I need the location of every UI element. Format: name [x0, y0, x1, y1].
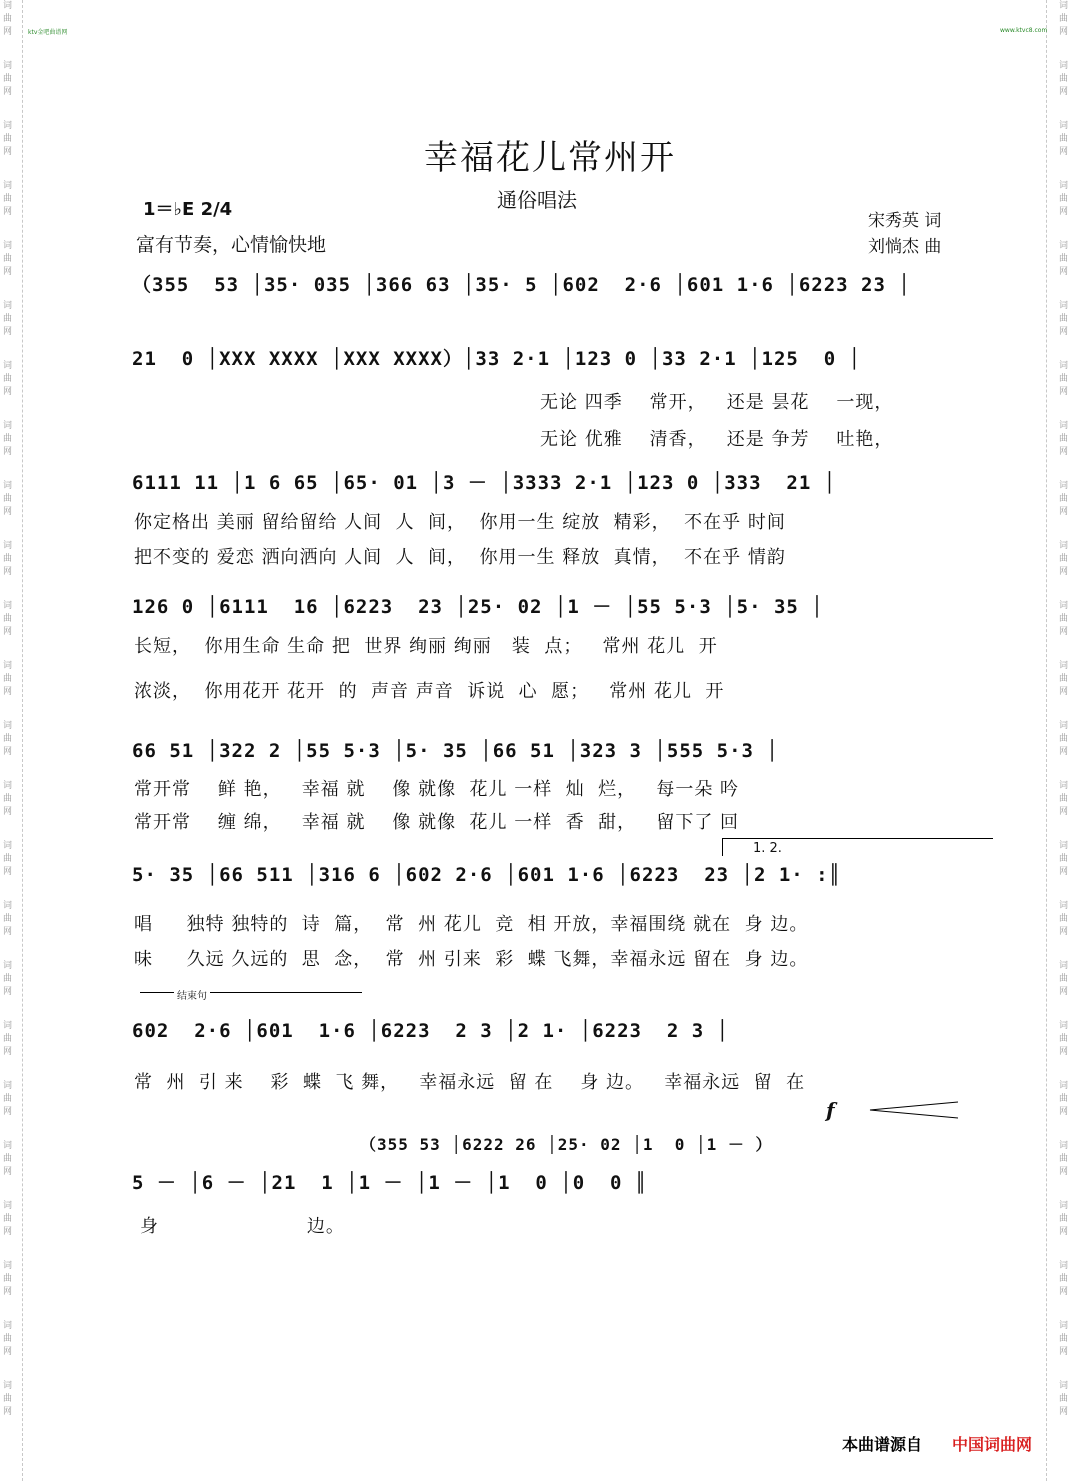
notation-row: 5· 35 │66 511 │316 6 │602 2·6 │601 1·6 │6223 23 │2 1· :║: [132, 864, 842, 886]
lyric-row: 无论 四季 常开， 还是 昙花 一现，: [540, 392, 894, 413]
notation-row: （355 53 │6222 26 │25· 02 │1 0 │1 － ）: [360, 1135, 773, 1154]
left-watermark-column: 词曲网 词曲网 词曲网 词曲网 词曲网 词曲网 词曲网 词曲网 词曲网 词曲网 词曲网 词曲网 词曲网 词曲网 词曲网 词曲网 词曲网 词曲网 词曲网 词曲网 词曲网 词曲网 词曲网 词曲网: [3, 1, 13, 1417]
lyric-row: 你定格出 美丽 留给留给 人间 人 间， 你用一生 绽放 精彩， 不在乎 时间: [134, 512, 786, 533]
right-margin-line: [1046, 0, 1047, 1481]
composer-credit: 刘惝杰 曲: [868, 237, 942, 257]
footer-source-label: 本曲谱源自: [842, 1435, 923, 1454]
song-subtitle: 通俗唱法: [497, 188, 577, 212]
site-label-right: www.ktvc8.com: [1000, 27, 1048, 34]
left-margin-line: [22, 0, 23, 1481]
notation-row: 126 0 │6111 16 │6223 23 │25· 02 │1 － │55 5·3 │5· 35 │: [132, 596, 824, 618]
notation-row: 21 0 │XXX XXXX │XXX XXXX）│33 2·1 │123 0 │33 2·1 │125 0 │: [132, 348, 862, 370]
ending-label: 结束句: [174, 987, 210, 1002]
song-title: 幸福花儿常州开: [424, 138, 676, 178]
lyric-row: 味 久远 久远的 思 念， 常 州 引来 彩 蝶 飞舞，幸福永远 留在 身 边。: [134, 949, 809, 970]
lyric-row: 把不变的 爱恋 洒向洒向 人间 人 间， 你用一生 释放 真情， 不在乎 情韵: [134, 547, 786, 568]
right-watermark-column: 词曲网 词曲网 词曲网 词曲网 词曲网 词曲网 词曲网 词曲网 词曲网 词曲网 词曲网 词曲网 词曲网 词曲网 词曲网 词曲网 词曲网 词曲网 词曲网 词曲网 词曲网 词曲网 词曲网 词曲网: [1059, 1, 1069, 1417]
site-label-left: ktv金吧曲谱网: [28, 29, 68, 36]
dynamic-mark: f: [826, 1098, 835, 1122]
notation-row: （355 53 │35· 035 │366 63 │35· 5 │602 2·6 │601 1·6 │6223 23 │: [132, 274, 911, 296]
lyric-row: 常开常 鲜 艳， 幸福 就 像 就像 花儿 一样 灿 烂， 每一朵 吟: [134, 779, 740, 800]
notation-row: 6111 11 │1 6 65 │65· 01 │3 － │3333 2·1 │123 0 │333 21 │: [132, 472, 837, 494]
notation-row: 602 2·6 │601 1·6 │6223 2 3 │2 1· │6223 2 3 │: [132, 1020, 730, 1042]
tempo-marking: 富有节奏，心情愉快地: [136, 234, 327, 256]
notation-row: 5 － │6 － │21 1 │1 － │1 － │1 0 │0 0 ║: [132, 1172, 648, 1194]
lyric-row: 身 边。: [140, 1216, 345, 1237]
volta-bracket: 1. 2.: [722, 838, 993, 856]
footer-site-link[interactable]: 中国词曲网: [952, 1435, 1033, 1454]
key-signature: 1＝♭E 2/4: [143, 199, 233, 220]
lyric-row: 长短， 你用生命 生命 把 世界 绚丽 绚丽 装 点； 常州 花儿 开: [134, 636, 718, 657]
notation-row: 66 51 │322 2 │55 5·3 │5· 35 │66 51 │323 3 │555 5·3 │: [132, 740, 779, 762]
lyric-row: 唱 独特 独特的 诗 篇， 常 州 花儿 竞 相 开放，幸福围绕 就在 身 边。: [134, 914, 809, 935]
lyric-row: 浓淡， 你用花开 花开 的 声音 声音 诉说 心 愿； 常州 花儿 开: [134, 681, 725, 702]
crescendo-hairpin: [868, 1100, 960, 1120]
lyric-row: 常开常 缠 绵， 幸福 就 像 就像 花儿 一样 香 甜， 留下了 回: [134, 812, 740, 833]
lyric-row: 无论 优雅 清香， 还是 争芳 吐艳，: [540, 429, 894, 450]
ending-section-line: [140, 991, 362, 1002]
lyric-row: 常 州 引 来 彩 蝶 飞 舞， 幸福永远 留 在 身 边。 幸福永远 留 在: [134, 1072, 806, 1093]
lyricist-credit: 宋秀英 词: [868, 211, 942, 231]
